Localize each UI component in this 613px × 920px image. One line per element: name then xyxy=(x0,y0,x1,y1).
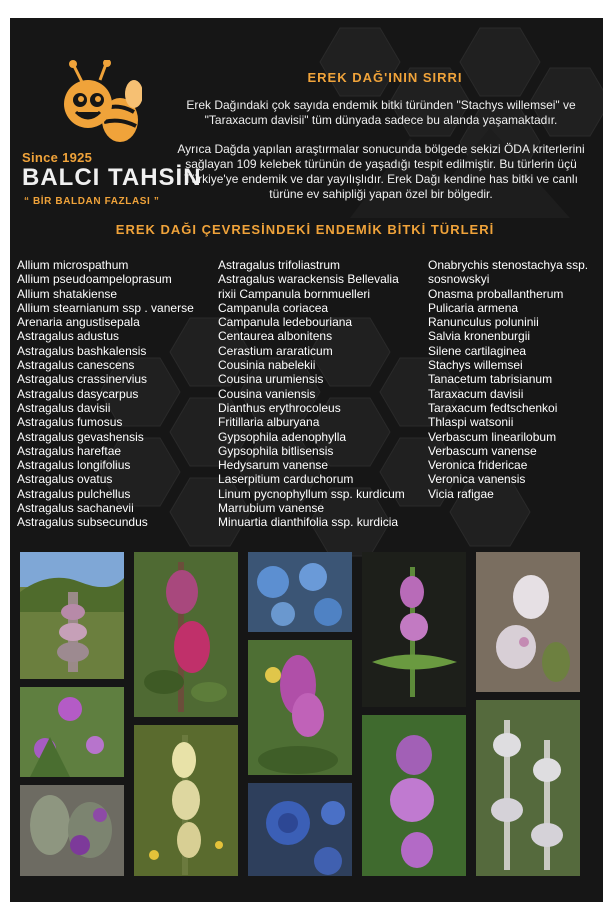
species-item: Taraxacum fedtschenkoi xyxy=(428,400,558,415)
species-item: Cousina urumiensis xyxy=(218,372,324,387)
species-item: Onabrychis stenostachya ssp. xyxy=(428,258,589,272)
species-item: Astragalus fumosus xyxy=(17,415,123,430)
species-item: Astragalus gevashensis xyxy=(17,429,144,444)
brand-slogan: “ BİR BALDAN FAZLASI ” xyxy=(24,196,160,207)
plant-photo xyxy=(476,552,580,692)
species-item: Vicia rafigae xyxy=(428,486,494,501)
intro-paragraph-1: Erek Dağındaki çok sayıda endemik bitki türünden "Stachys willemsei" ve "Taraxacum davisii" tüm dünyada sadece bu alanda yaşamaktadır. xyxy=(186,98,576,127)
species-item: Veronica fridericae xyxy=(428,458,528,473)
species-item: Astragalus crassinervius xyxy=(17,372,148,387)
species-item: Astragalus trifoliastrum xyxy=(218,258,341,272)
species-item: Astragalus longifolius xyxy=(17,458,131,473)
species-item: Taraxacum davisii xyxy=(428,386,524,401)
intro-paragraph-2: Ayrıca Dağda yapılan araştırmalar sonucunda bölgede sekizi ÖDA kriterlerini sağlayan 109 kelebek türünün de yaşadığı tespit edilmiştir. Bu türlerin üçü Türkiye'ye endemik ve dar yayılışlıdır. Erek Dağı kendine has bitki ve canlı türüne ev sahipliği yapan özel bir bölgedir. xyxy=(177,142,585,201)
species-item: Hedysarum vanense xyxy=(218,458,329,473)
species-item: Astragalus subsecundus xyxy=(17,515,148,530)
species-item: Allium microspathum xyxy=(17,258,129,272)
plant-photo xyxy=(248,640,352,775)
species-item: Astragalus ovatus xyxy=(17,472,113,487)
plant-photo xyxy=(362,715,466,876)
plant-photo xyxy=(20,785,124,876)
brand-name: BALCI TAHSİN xyxy=(22,164,202,191)
species-item: Verbascum vanense xyxy=(428,443,537,458)
species-item: Gypsophila adenophylla xyxy=(218,429,347,444)
plant-photo xyxy=(476,700,580,876)
species-item: Ranunculus poluninii xyxy=(428,315,539,330)
intro-title: EREK DAĞ'ININ SIRRI xyxy=(307,70,463,85)
species-item: Astragalus hareftae xyxy=(17,443,122,458)
species-item: Centaurea albonitens xyxy=(218,329,333,344)
species-item: Silene cartilaginea xyxy=(428,343,527,358)
species-item: Gypsophila bitlisensis xyxy=(218,443,334,458)
species-item: Fritillaria alburyana xyxy=(218,415,320,430)
species-item: Onasma proballantherum xyxy=(428,286,564,301)
species-item: Astragalus dasycarpus xyxy=(17,386,139,401)
species-item: Arenaria angustisepala xyxy=(17,315,140,330)
species-item: Pulicaria armena xyxy=(428,300,519,315)
plant-photo xyxy=(20,687,124,777)
species-item: Allium pseudoampeloprasum xyxy=(17,272,172,287)
species-item: Veronica vanensis xyxy=(428,472,526,487)
plant-photo xyxy=(248,552,352,632)
plant-photo xyxy=(248,783,352,876)
species-item: Campanula coriacea xyxy=(218,300,329,315)
species-item: Cerastium araraticum xyxy=(218,343,333,358)
species-item: Campanula ledebouriana xyxy=(218,315,353,330)
plant-photo xyxy=(134,725,238,876)
species-item: Linum pycnophyllum ssp. kurdicum xyxy=(218,486,405,501)
bee-mascot-icon xyxy=(52,60,142,150)
plant-photo xyxy=(20,552,124,679)
species-column-3 xyxy=(428,258,588,501)
plant-photo xyxy=(134,552,238,717)
species-item: Allium shatakiense xyxy=(17,286,118,301)
species-item: Verbascum linearilobum xyxy=(428,429,557,444)
species-item: Allium stearnianum ssp . vanerse xyxy=(17,300,194,315)
species-item: Astragalus adustus xyxy=(17,329,120,344)
species-item: Laserpitium carduchorum xyxy=(218,472,354,487)
species-item: Minuartia dianthifolia ssp. kurdicia xyxy=(218,515,399,530)
plant-photo xyxy=(362,552,466,707)
species-item: rixii Campanula bornmuelleri xyxy=(218,286,371,301)
species-item: Astragalus davisii xyxy=(17,400,111,415)
species-item: sosnowskyi xyxy=(428,272,490,287)
species-item: Stachys willemsei xyxy=(428,358,523,373)
species-item: Astragalus bashkalensis xyxy=(17,343,147,358)
species-item: Astragalus pulchellus xyxy=(17,486,131,501)
brand-logo xyxy=(22,54,202,224)
species-column-2 xyxy=(218,258,405,530)
species-item: Salvia kronenburgii xyxy=(428,329,531,344)
species-item: Cousinia nabelekii xyxy=(218,358,316,373)
species-item: Astragalus warackensis Bellevalia xyxy=(218,272,399,287)
species-item: Astragalus sachanevii xyxy=(17,501,134,516)
species-item: Tanacetum tabrisianum xyxy=(428,372,553,387)
species-item: Thlaspi watsonii xyxy=(428,415,514,430)
species-item: Astragalus canescens xyxy=(17,358,135,373)
species-item: Dianthus erythrocoleus xyxy=(218,400,341,415)
species-item: Cousina vaniensis xyxy=(218,386,316,401)
species-title: EREK DAĞI ÇEVRESİNDEKİ ENDEMİK BİTKİ TÜRLERİ xyxy=(115,222,495,237)
species-item: Marrubium vanense xyxy=(218,501,325,516)
brand-since: Since 1925 xyxy=(22,150,93,165)
poster xyxy=(10,18,603,902)
species-column-1 xyxy=(17,258,194,530)
